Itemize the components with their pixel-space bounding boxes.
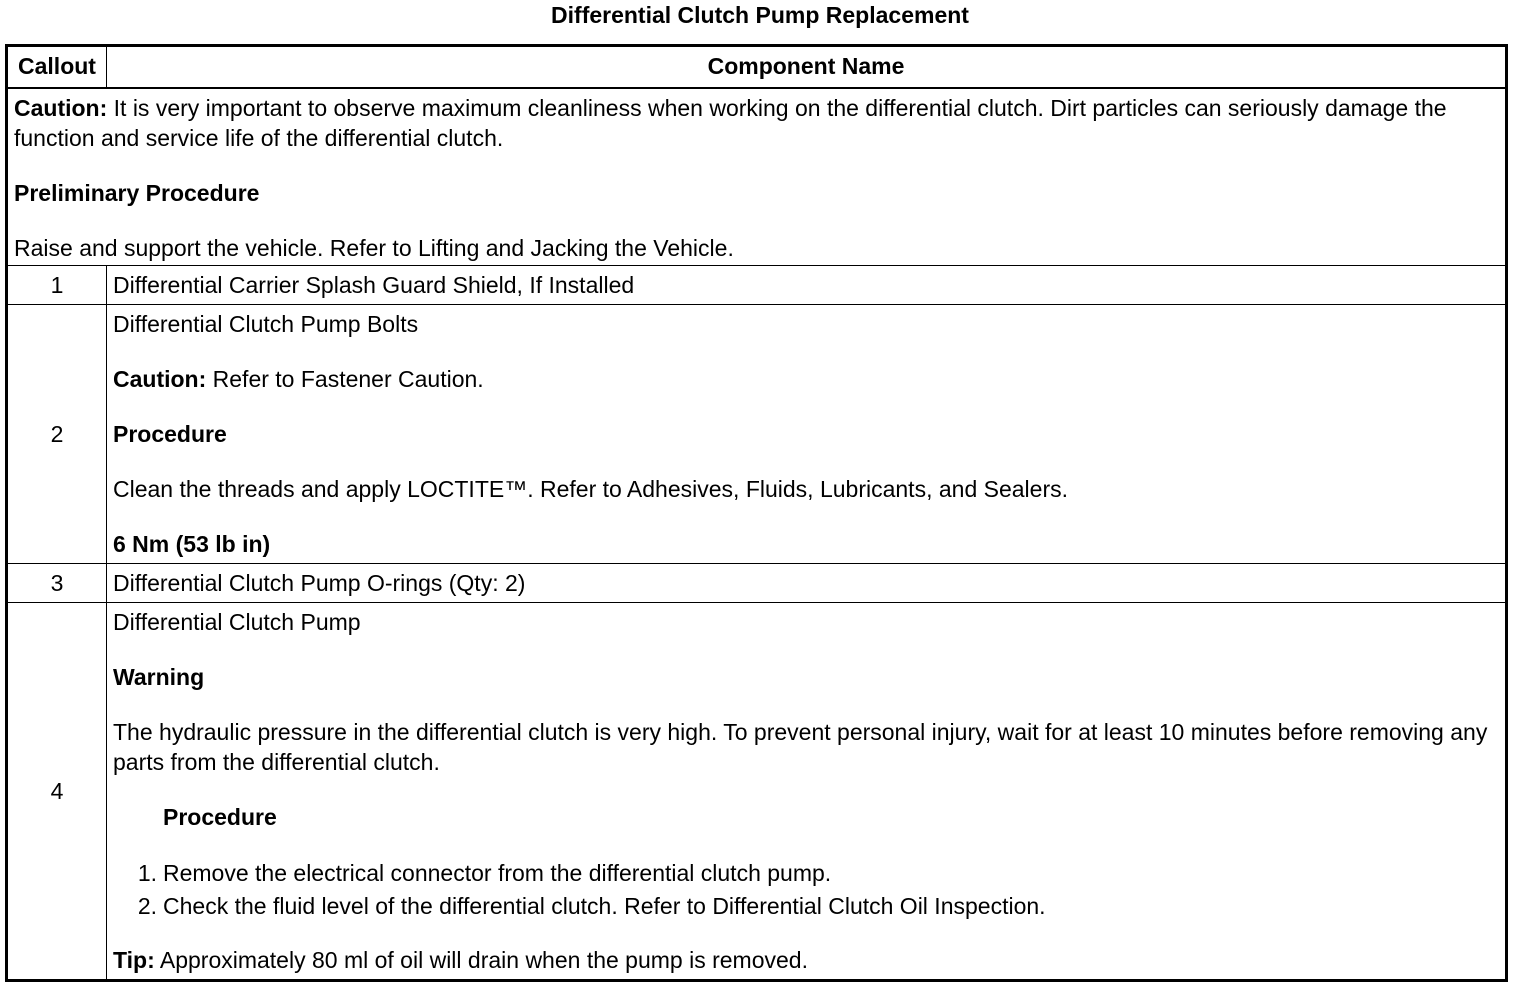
preliminary-procedure-heading <box>14 178 1499 208</box>
procedure-heading-text: Procedure <box>113 421 227 447</box>
torque-spec-text: 6 Nm (53 lb in) <box>113 531 271 557</box>
intro-cell <box>7 88 1507 266</box>
warning-text: The hydraulic pressure in the differential clutch is very high. To prevent personal injury, wait for at least 10 minutes before removing any parts from the differential clutch. <box>113 719 1488 775</box>
tip-text: Approximately 80 ml of oil will drain when the pump is removed. <box>154 947 808 973</box>
table-row <box>7 305 1507 564</box>
preliminary-procedure-text: Raise and support the vehicle. Refer to Lifting and Jacking the Vehicle. <box>14 235 734 261</box>
step-text: Check the fluid level of the differential clutch. Refer to Differential Clutch Oil Inspection. <box>163 893 1046 919</box>
procedure-text: Clean the threads and apply LOCTITE™. Refer to Adhesives, Fluids, Lubricants, and Sealers. <box>113 476 1068 502</box>
tip-label: Tip: <box>113 947 155 973</box>
component-name: Differential Clutch Pump <box>113 609 361 635</box>
table-row <box>7 603 1507 981</box>
component-name-column-header: Component Name <box>107 46 1507 89</box>
procedure-heading <box>113 802 1499 832</box>
preliminary-procedure-heading-text: Preliminary Procedure <box>14 180 260 206</box>
intro-caution-text: It is very important to observe maximum cleanliness when working on the differential clutch. Dirt particles can seriously damage the function and service life of the differential clutch. <box>14 95 1447 151</box>
caution-label: Caution: <box>113 366 207 392</box>
step-number: 2. <box>137 893 157 919</box>
intro-caution <box>14 93 1499 153</box>
caution-text: Refer to Fastener Caution. <box>206 366 484 392</box>
component-name: Differential Clutch Pump Bolts <box>113 311 419 337</box>
procedure-heading-text: Procedure <box>163 804 277 830</box>
step-text: Remove the electrical connector from the differential clutch pump. <box>163 860 832 886</box>
callout-number: 4 <box>7 603 107 981</box>
component-name: Differential Carrier Splash Guard Shield, If Installed <box>107 266 1507 305</box>
callout-number: 3 <box>7 564 107 603</box>
component-cell <box>107 603 1507 981</box>
warning-heading-text: Warning <box>113 664 205 690</box>
table-row <box>7 266 1507 305</box>
page-title: Differential Clutch Pump Replacement <box>551 2 969 28</box>
callout-column-header: Callout <box>7 46 107 89</box>
step-number: 1. <box>137 860 157 886</box>
intro-caution-label: Caution: <box>14 95 108 121</box>
component-cell <box>107 305 1507 564</box>
component-name: Differential Clutch Pump O-rings (Qty: 2) <box>107 564 1507 603</box>
warning-heading <box>113 662 1499 692</box>
procedure-heading <box>113 419 1499 449</box>
callout-number: 2 <box>7 305 107 564</box>
procedure-step <box>113 890 1499 923</box>
table-header-row <box>7 46 1507 89</box>
component-table <box>5 44 1508 982</box>
fastener-caution <box>113 364 1499 394</box>
torque-spec <box>113 529 1499 559</box>
intro-row <box>7 88 1507 266</box>
procedure-step <box>113 857 1499 890</box>
tip <box>113 945 1499 975</box>
callout-number: 1 <box>7 266 107 305</box>
table-row <box>7 564 1507 603</box>
procedure-steps <box>113 857 1499 923</box>
